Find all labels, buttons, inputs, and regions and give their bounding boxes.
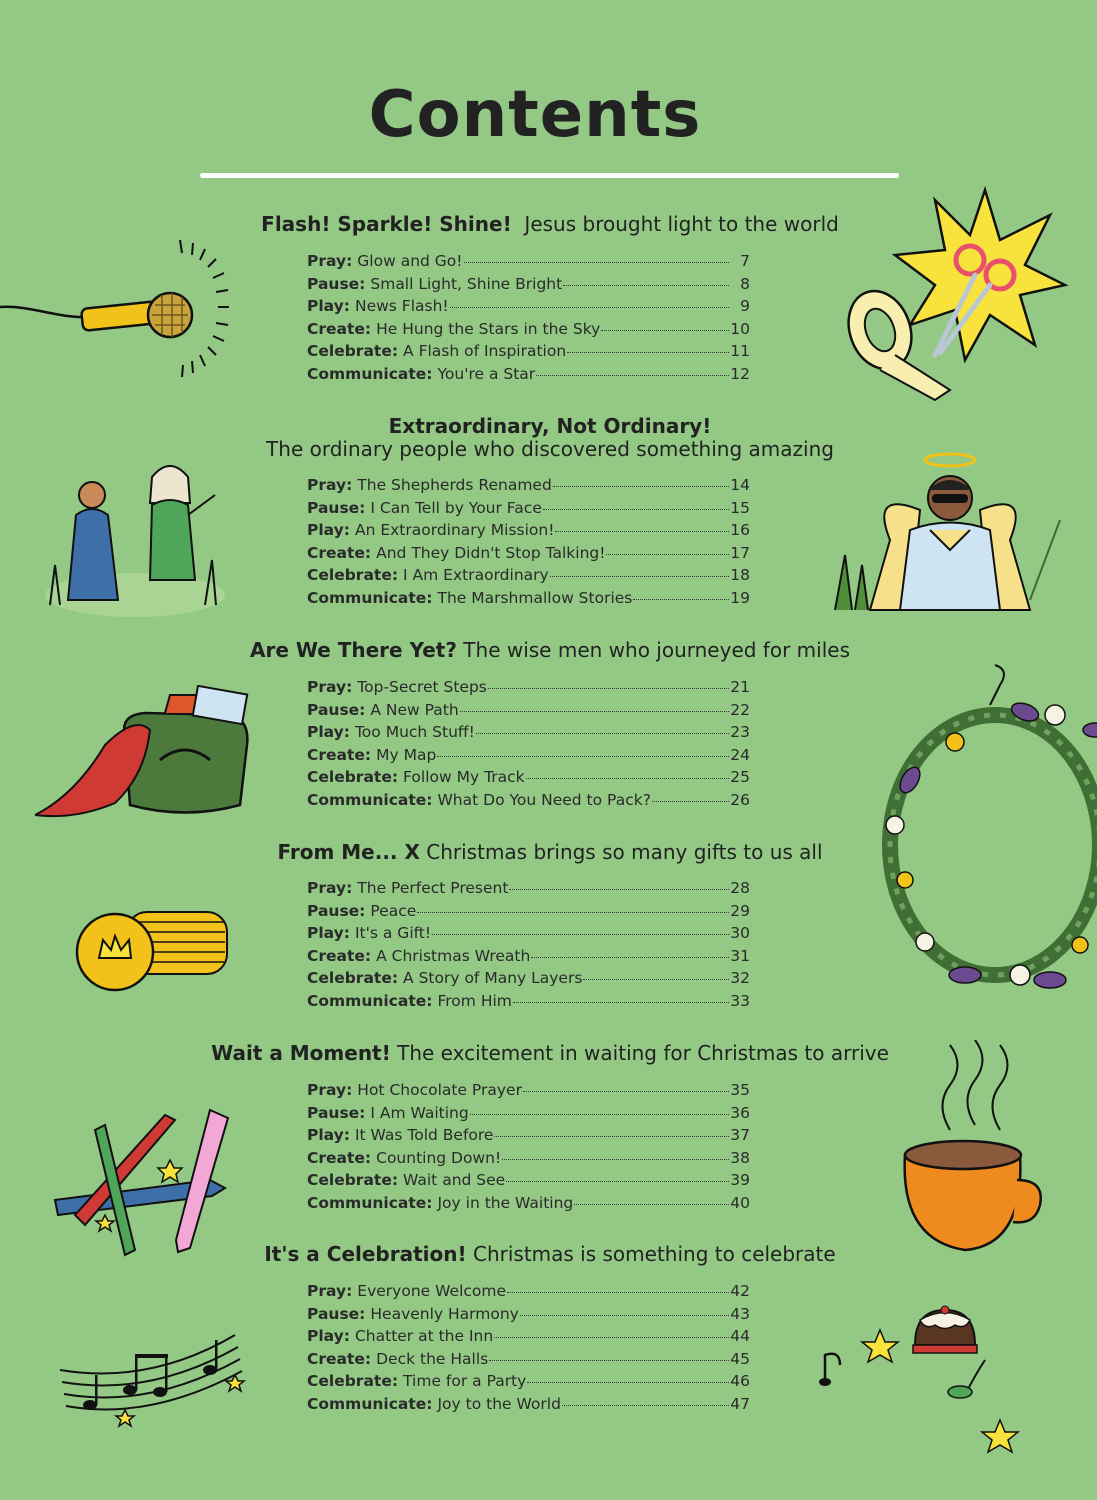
entry-page: 47: [730, 1394, 750, 1413]
dot-leader: [523, 1090, 729, 1092]
entry-page: 25: [730, 768, 750, 786]
entry-title: A Flash of Inspiration: [403, 342, 567, 360]
entry-kind: Communicate:: [307, 364, 433, 383]
entry-title: I Am Waiting: [370, 1103, 469, 1122]
entry-page: 39: [730, 1171, 750, 1189]
entry-page: 38: [730, 1148, 750, 1167]
dot-leader: [562, 1404, 729, 1406]
section-heading-subtitle: Christmas is something to celebrate: [472, 1242, 836, 1266]
entry-kind: Create:: [307, 1349, 372, 1368]
section-heading-subtitle: The wise men who journeyed for miles: [463, 638, 850, 662]
entry-kind: Pray:: [307, 879, 353, 897]
toc-entry[interactable]: [307, 252, 750, 275]
entry-kind: Pause:: [307, 700, 366, 719]
entry-title: News Flash!: [354, 297, 449, 315]
entry-kind: Create:: [307, 946, 372, 965]
entry-page: 29: [730, 901, 750, 920]
dot-leader: [437, 755, 729, 757]
section-heading: [200, 415, 900, 438]
entry-title: From Him: [437, 991, 512, 1010]
page-title: Contents: [368, 78, 702, 152]
dot-leader: [432, 933, 729, 935]
entry-title: Joy to the World: [437, 1394, 561, 1413]
entry-page: 22: [730, 700, 750, 719]
section-heading: [200, 1243, 900, 1266]
toc-entry[interactable]: [307, 678, 750, 701]
dot-leader: [563, 284, 729, 286]
dot-leader: [470, 1113, 729, 1115]
shepherds-icon: [40, 455, 230, 620]
entry-title: Too Much Stuff!: [354, 723, 475, 741]
entry-page: 42: [730, 1282, 750, 1300]
entry-title: Joy in the Waiting: [437, 1193, 574, 1212]
entry-title: The Perfect Present: [357, 879, 509, 897]
entry-kind: Create:: [307, 319, 372, 338]
entry-kind: Communicate:: [307, 790, 433, 809]
toc-entry[interactable]: [307, 924, 750, 947]
dot-leader: [507, 1291, 729, 1293]
title-divider: [200, 173, 899, 178]
entry-page: 10: [730, 319, 750, 338]
dot-leader: [460, 710, 729, 712]
toc-entry[interactable]: [307, 499, 750, 522]
entry-kind: Create:: [307, 543, 372, 562]
entry-title: It's a Gift!: [354, 924, 432, 942]
dot-leader: [526, 777, 729, 779]
toc-entry[interactable]: [307, 566, 750, 589]
dot-leader: [506, 1180, 729, 1182]
entry-page: 8: [740, 274, 750, 293]
dot-leader: [583, 978, 729, 980]
entry-page: 17: [730, 543, 750, 562]
entry-page: 14: [730, 476, 750, 494]
entry-title: Counting Down!: [376, 1148, 502, 1167]
entry-page: 23: [730, 723, 750, 741]
dot-leader: [531, 956, 729, 958]
section-heading-bold: Flash! Sparkle! Shine!: [261, 212, 512, 236]
entry-kind: Play:: [307, 297, 350, 315]
dot-leader: [488, 687, 729, 689]
entry-kind: Play:: [307, 521, 350, 539]
entry-page: 21: [730, 678, 750, 696]
entry-kind: Celebrate:: [307, 768, 399, 786]
entry-kind: Pause:: [307, 901, 366, 920]
entry-kind: Communicate:: [307, 588, 433, 607]
toc-entry[interactable]: [307, 521, 750, 544]
toc-entry[interactable]: [307, 992, 750, 1015]
entry-title: And They Didn't Stop Talking!: [376, 543, 606, 562]
entry-title: What Do You Need to Pack?: [437, 790, 651, 809]
toc-entry[interactable]: [307, 1126, 750, 1149]
toc-entry[interactable]: [307, 1171, 750, 1194]
entry-page: 26: [730, 790, 750, 809]
entry-title: Wait and See: [403, 1171, 506, 1189]
entry-kind: Communicate:: [307, 1193, 433, 1212]
entry-kind: Celebrate:: [307, 566, 399, 584]
toc-entry[interactable]: [307, 1327, 750, 1350]
entry-page: 16: [730, 521, 750, 539]
section-heading-subtitle: Jesus brought light to the world: [524, 212, 839, 236]
entry-title: Small Light, Shine Bright: [370, 274, 563, 293]
section-heading-bold: From Me... X: [277, 840, 420, 864]
entry-page: 30: [730, 924, 750, 942]
entry-page: 9: [740, 297, 750, 315]
toc-list: [307, 879, 750, 1014]
section-heading: [200, 213, 900, 236]
dot-leader: [489, 1359, 729, 1361]
entry-page: 7: [740, 252, 750, 270]
entry-kind: Pray:: [307, 476, 353, 494]
dot-leader: [502, 1158, 729, 1160]
entry-kind: Pause:: [307, 274, 366, 293]
pencils-icon: [50, 1100, 240, 1275]
entry-page: 15: [730, 498, 750, 517]
section-heading: [200, 639, 900, 662]
entry-page: 37: [730, 1126, 750, 1144]
entry-kind: Play:: [307, 924, 350, 942]
entry-kind: Pray:: [307, 252, 353, 270]
toc-entry[interactable]: [307, 1395, 750, 1418]
entry-title: The Marshmallow Stories: [437, 588, 633, 607]
toc-entry[interactable]: [307, 1194, 750, 1217]
dot-leader: [450, 306, 729, 308]
dot-leader: [543, 508, 729, 510]
dot-leader: [494, 1135, 729, 1137]
section-heading: [200, 1042, 900, 1065]
entry-kind: Pause:: [307, 1304, 366, 1323]
section-heading-bold: Are We There Yet?: [249, 638, 457, 662]
toc-list: [307, 1282, 750, 1417]
entry-title: Top-Secret Steps: [357, 678, 487, 696]
toc-entry[interactable]: [307, 791, 750, 814]
dot-leader: [550, 575, 729, 577]
entry-kind: Pray:: [307, 1282, 353, 1300]
entry-kind: Celebrate:: [307, 342, 399, 360]
entry-page: 18: [730, 566, 750, 584]
gold-coins-icon: [75, 900, 235, 995]
entry-title: Deck the Halls: [376, 1349, 489, 1368]
entry-kind: Play:: [307, 1126, 350, 1144]
entry-title: I Am Extraordinary: [403, 566, 549, 584]
entry-page: 19: [730, 588, 750, 607]
dot-leader: [574, 1203, 729, 1205]
entry-title: My Map: [376, 745, 437, 764]
dot-leader: [567, 351, 729, 353]
section-heading-line2: [200, 438, 900, 461]
section-heading-bold: Extraordinary, Not Ordinary!: [388, 414, 712, 438]
entry-title: Glow and Go!: [357, 252, 463, 270]
toc-entry[interactable]: [307, 365, 750, 388]
entry-kind: Pray:: [307, 1081, 353, 1099]
entry-page: 31: [730, 946, 750, 965]
entry-page: 44: [730, 1327, 750, 1345]
dot-leader: [652, 800, 729, 802]
wreath-icon: [865, 660, 1097, 1000]
entry-page: 28: [730, 879, 750, 897]
toc-list: [307, 678, 750, 813]
entry-title: Everyone Welcome: [357, 1282, 507, 1300]
entry-page: 46: [730, 1372, 750, 1390]
toc-entry[interactable]: [307, 1104, 750, 1127]
toc-list: [307, 476, 750, 611]
entry-title: I Can Tell by Your Face: [370, 498, 542, 517]
entry-title: Hot Chocolate Prayer: [357, 1081, 522, 1099]
toc-entry[interactable]: [307, 902, 750, 925]
toc-entry[interactable]: [307, 1149, 750, 1172]
toc-entry[interactable]: [307, 1305, 750, 1328]
entry-kind: Pray:: [307, 678, 353, 696]
entry-page: 24: [730, 745, 750, 764]
toc-entry[interactable]: [307, 544, 750, 567]
toc-entry[interactable]: [307, 1081, 750, 1104]
entry-kind: Create:: [307, 1148, 372, 1167]
dot-leader: [536, 374, 729, 376]
music-notes-icon: [60, 1330, 250, 1430]
entry-kind: Celebrate:: [307, 1372, 399, 1390]
toc-entry[interactable]: [307, 768, 750, 791]
entry-kind: Celebrate:: [307, 969, 399, 987]
toc-entry[interactable]: [307, 476, 750, 499]
section-heading-subtitle: The excitement in waiting for Christmas to arrive: [397, 1041, 889, 1065]
entry-title: A Christmas Wreath: [376, 946, 531, 965]
entry-title: A Story of Many Layers: [403, 969, 583, 987]
dot-leader: [520, 1314, 729, 1316]
toc-entry[interactable]: [307, 723, 750, 746]
dot-leader: [633, 598, 729, 600]
toc-entry[interactable]: [307, 879, 750, 902]
entry-kind: Communicate:: [307, 991, 433, 1010]
dot-leader: [601, 329, 729, 331]
toc-entry[interactable]: [307, 969, 750, 992]
entry-page: 12: [730, 364, 750, 383]
section-heading-subtitle: Christmas brings so many gifts to us all: [426, 840, 823, 864]
toc-entry[interactable]: [307, 947, 750, 970]
entry-kind: Create:: [307, 745, 372, 764]
dot-leader: [464, 261, 730, 263]
toc-entry[interactable]: [307, 320, 750, 343]
entry-title: A New Path: [370, 700, 459, 719]
toc-entry[interactable]: [307, 275, 750, 298]
toc-entry[interactable]: [307, 701, 750, 724]
entry-page: 43: [730, 1304, 750, 1323]
toc-entry[interactable]: [307, 1350, 750, 1373]
entry-kind: Play:: [307, 1327, 350, 1345]
toc-entry[interactable]: [307, 297, 750, 320]
dot-leader: [555, 530, 729, 532]
hot-chocolate-mug-icon: [895, 1040, 1045, 1255]
toc-entry[interactable]: [307, 342, 750, 365]
entry-title: It Was Told Before: [354, 1126, 494, 1144]
entry-kind: Communicate:: [307, 1394, 433, 1413]
entry-page: 40: [730, 1193, 750, 1212]
dot-leader: [509, 888, 729, 890]
entry-page: 33: [730, 991, 750, 1010]
travel-bag-icon: [35, 685, 255, 820]
entry-title: Heavenly Harmony: [370, 1304, 519, 1323]
christmas-pudding-icon: [815, 1300, 1030, 1460]
toc-entry[interactable]: [307, 1282, 750, 1305]
toc-entry[interactable]: [307, 1372, 750, 1395]
toc-entry[interactable]: [307, 589, 750, 612]
entry-title: He Hung the Stars in the Sky: [376, 319, 601, 338]
entry-page: 35: [730, 1081, 750, 1099]
section-heading: [200, 841, 900, 864]
entry-title: Follow My Track: [403, 768, 525, 786]
entry-title: Time for a Party: [403, 1372, 527, 1390]
section-heading-bold: Wait a Moment!: [211, 1041, 391, 1065]
toc-entry[interactable]: [307, 746, 750, 769]
toc-list: [307, 1081, 750, 1216]
section-heading-bold: It's a Celebration!: [264, 1242, 467, 1266]
toc-list: [307, 252, 750, 387]
entry-page: 45: [730, 1349, 750, 1368]
entry-kind: Pause:: [307, 498, 366, 517]
entry-kind: Pause:: [307, 1103, 366, 1122]
angel-icon: [830, 450, 1070, 620]
star-scissors-tape-icon: [840, 185, 1070, 405]
entry-title: Peace: [370, 901, 417, 920]
entry-page: 11: [730, 342, 750, 360]
dot-leader: [606, 553, 729, 555]
entry-title: Chatter at the Inn: [354, 1327, 494, 1345]
entry-title: The Shepherds Renamed: [357, 476, 552, 494]
dot-leader: [527, 1381, 729, 1383]
entry-kind: Play:: [307, 723, 350, 741]
dot-leader: [494, 1336, 729, 1338]
entry-kind: Celebrate:: [307, 1171, 399, 1189]
dot-leader: [417, 911, 729, 913]
entry-title: An Extraordinary Mission!: [354, 521, 555, 539]
dot-leader: [553, 485, 729, 487]
microphone-icon: [0, 235, 240, 395]
entry-page: 36: [730, 1103, 750, 1122]
section-heading-subtitle: The ordinary people who discovered something amazing: [266, 437, 834, 461]
dot-leader: [513, 1001, 729, 1003]
dot-leader: [476, 732, 729, 734]
entry-title: You're a Star: [437, 364, 536, 383]
entry-page: 32: [730, 969, 750, 987]
